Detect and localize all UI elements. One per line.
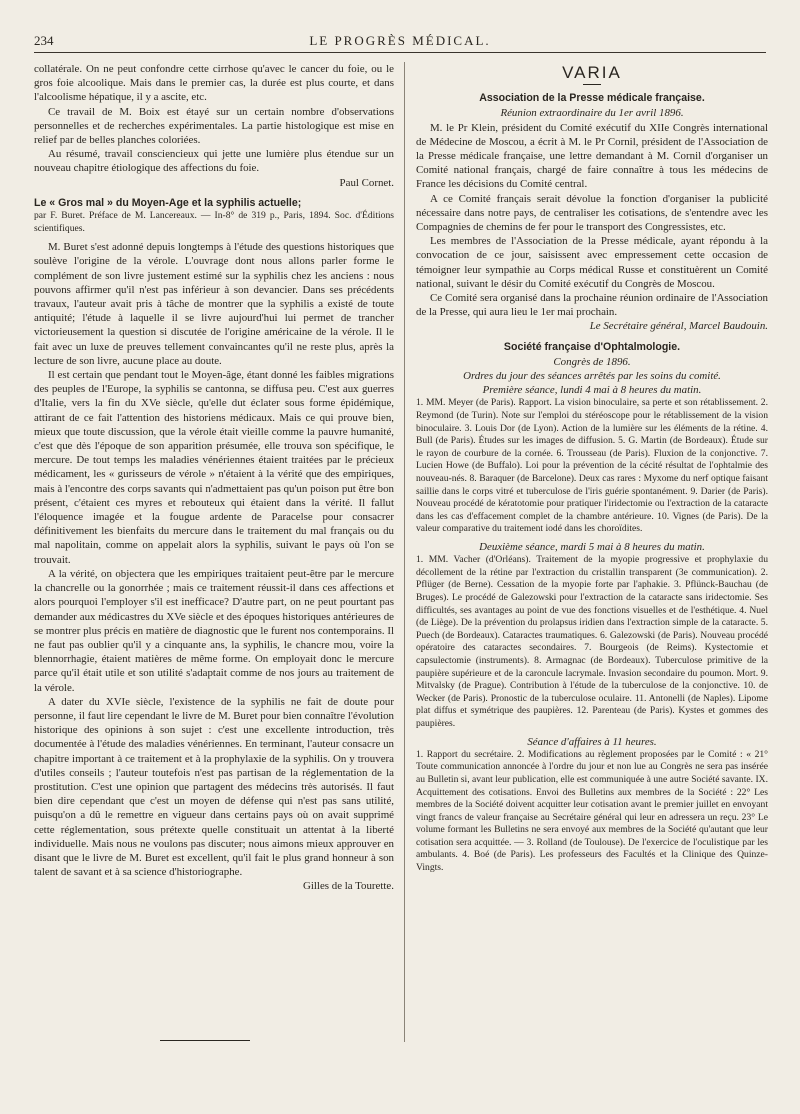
journal-title: LE PROGRÈS MÉDICAL. — [309, 33, 491, 48]
section-heading: Société française d'Ophtalmologie. — [503, 340, 681, 353]
running-header — [34, 30, 766, 53]
section-subheading: Ordres du jour des séances arrêtés par les soins du comité. — [463, 370, 721, 383]
paragraph: Les membres de l'Association de la Presse médicale, ayant répondu à la convocation de ce jour, saisissent avec empressement cette occasion de témoigner leur sympathie au Corps médical Russe et constituèrent un Comité national, suivant le désir du Comité exécutif du Congrès de Moscou. — [416, 235, 768, 290]
paragraph: collatérale. On ne peut confondre cette cirrhose qu'avec le cancer du foie, ou le gros foie alcoolique. Mais dans le premier cas, la durée est plus courte, et dans l'alcoolisme hépatique, il y a ascite, etc. — [34, 63, 394, 104]
end-rule — [160, 1040, 250, 1041]
signature: Gilles de la Tourette. — [303, 880, 394, 893]
paragraph: Au résumé, travail consciencieux qui jette une lumière plus étendue sur un nouveau chapitre étiologique des affections du foie. — [34, 148, 394, 175]
paragraph: A dater du XVIe siècle, l'existence de la syphilis ne fait de doute pour personne, il faut lire cependant le livre de M. Buret pour bien connaître l'évolution historique des opinions à son sujet : c'est une excellente introduction, très documentée à l'étude des maladies vénériennes. En terminant, l'auteur consacre un chapitre important à ce traitement et à la prophylaxie de la syphilis. On y trouvera d'utiles conseils ; l'auteur toutefois n'est pas partisan de la réglementation de la prostitution. C'est une opinion que partagent des médecins très autorisés. Il faut bien dire cependant que c'est un moyen de défense qui n'est pas sans utilité, puisqu'on a dû le remettre en vigueur dans certains pays où on avait supprimé cette réglementation, sous prétexte quelle constituait un attentat à la liberté individuelle. Mais nous ne voulons pas discuter; nous aimons mieux approuver en disant que le livre de M. Buret est excellent, qu'il fait le plus grand honneur à son talent de savant et à sa science d'historiographe. — [34, 695, 394, 879]
right-column — [416, 62, 768, 875]
session-agenda: 1. MM. Meyer (de Paris). Rapport. La vision binoculaire, sa perte et son rétablissement. 2. Reymond (de Turin). Note sur l'emploi du stéréoscope pour le rétablissement de la vision binoculaire. 3. Louis Dor (de Lyon). Action de la lumière sur les éléments de la rétine. 4. Bull (de Paris). Études sur les images de diffusion. 5. G. Martin (de Bordeaux). Étude sur le rayon de courbure de la cornée. 6. Trousseau (de Paris). Fluxion de la conjonctive. 7. Lucien Howe (de Buffalo). Loi pour la prévention de la cécité résultat de l'ophtalmie des nouveau-nés. 8. Baraquer (de Barcelone). Deux cas rares : Myxome du nerf optique faisant saillie dans le corps vitré et tuberculose de l'iris guérie spontanément. 9. Darier (de Paris). Nouveau procédé de kératotomie pour pratiquer l'iridectomie ou l'extraction de la cataracte dans les cas d'effacement complet de la chambre antérieure. 10. Vignes (de Paris). De la valeur comparative du traitement iodé dans les choroïdites. — [416, 397, 768, 535]
session-agenda: 1. Rapport du secrétaire. 2. Modifications au règlement proposées par le Comité : « 21° Toute communication annoncée à l'ordre du jour et non lue au Congrès ne sera pas insérée au Bulletin si, avant leur publication, elle est communiquée à une autre Société savante. IX. Acquittement des cotisations. Envoi des Bulletins aux membres de la Société : 22° Les membres de la Société doivent acquitter leur cotisation avant le premier juillet en envoyant vingt francs de valeur française au Secrétaire général qui leur en adressera un reçu. 23° Le volume formant les Bulletins ne sera envoyé aux membres de la Société qu'autant que leur cotisation sera acquittée. — 3. Rolland (de Toulouse). De l'exercice de l'oculistique par les ambulants. 4. Boé (de Paris). Les professeurs des Facultés et la Clinique des Quinze-Vingts. — [416, 748, 768, 874]
book-title: Le « Gros mal » du Moyen-Age et la syphilis actuelle; — [34, 196, 302, 209]
session-agenda: 1. MM. Vacher (d'Orléans). Traitement de la myopie progressive et prophylaxie du décollement de la rétine par l'extraction du cristallin transparent (3e communication). 2. Pflüger (de Berne). Cessation de la myopie forte par l'aphakie. 3. Pflünck-Bauchau (de Bruges). Le procédé de Galezowski pour l'extraction de la cataracte sans iridectomie. Ses difficultés, ses avantages au point de vue des fonctions visuelles et de l'esthétique. 4. Nuel (de Liège). De la prévention du prolapsus iridien dans l'extraction simple de la cataracte. 5. Puech (de Bordeaux). Cataractes traumatiques. 6. Galezowski (de Paris). Nouveau procédé opératoire des cataractes secondaires. 7. Bourgeois (de Reims). Kystectomie et capsulectomie (instruments). 8. Armagnac (de Bordeaux). Tuberculose primitive de la paupière supérieure et de la caroncule lacrymale. Invasion secondaire du poumon. Mort. 9. Mitvalsky (de Prague). Contribution à l'étude de la tuberculose de la conjonctive. 10. de Wecker (de Paris). Pronostic de la tuberculose oculaire. 11. Antonelli (de Naples). Lipome plat diffus et symétrique des paupières. 12. Parenteau (de Paris). Kystes et gommes des paupières. — [416, 554, 768, 729]
session-heading: Séance d'affaires à 11 heures. — [527, 735, 657, 748]
section-subheading: Congrès de 1896. — [553, 355, 631, 368]
session-heading: Première séance, lundi 4 mai à 8 heures du matin. — [482, 384, 702, 397]
book-review-heading — [34, 196, 394, 210]
section-title: VARIA — [562, 63, 622, 82]
page-number: 234 — [34, 33, 54, 48]
paragraph: M. le Pr Klein, président du Comité exécutif du XIIe Congrès international de Médecine de Moscou, a écrit à M. le Pr Cornil, président de l'Association de la Presse médicale française, une lettre demandant à M. Cornil d'organiser un Comité national français, chargé de faire connaître à tous les médecins de France les décisions du Comité central. — [416, 121, 768, 191]
left-column — [34, 62, 394, 894]
signature: Le Secrétaire général, Marcel Baudouin. — [589, 320, 768, 333]
paragraph: M. Buret s'est adonné depuis longtemps à l'étude des questions historiques que soulève l'origine de la vérole. L'ouvrage dont nous allons parler forme le complément de son livre justement estimé sur la syphilis chez les anciens : nous pouvons affirmer qu'il n'est pas inférieur à son devancier. Dans ses précédents travaux, l'auteur avait pris à tâche de montrer que la syphilis a existé de toute antiquité; l'étude à laquelle il se livre aujourd'hui lui permet de trancher victorieusement la question si discutée de l'origine américaine de la vérole. Il le fait avec un luxe de preuves tellement convaincantes qu'il ne reste plus, après la lecture de son livre, aucune place au doute. — [34, 241, 394, 367]
paragraph: Ce travail de M. Boix est étayé sur un certain nombre d'observations personnelles et de recherches expérimentales. La partie histologique est mise en relief par de belles planches coloriées. — [34, 105, 394, 147]
signature: Paul Cornet. — [339, 176, 394, 189]
section-subheading: Réunion extraordinaire du 1er avril 1896. — [500, 107, 684, 120]
session-heading: Deuxième séance, mardi 5 mai à 8 heures du matin. — [479, 541, 705, 553]
column-divider — [404, 62, 405, 1042]
paragraph: Ce Comité sera organisé dans la prochaine réunion ordinaire de l'Association de la Presse, qui aura lieu le 1er mai prochain. — [416, 292, 768, 319]
section-heading: Association de la Presse médicale française. — [479, 92, 705, 105]
book-details: par F. Buret. Préface de M. Lancereaux. — In-8° de 319 p., Paris, 1894. Soc. d'Éditions scientifiques. — [34, 210, 394, 234]
paragraph: A la vérité, on objectera que les empiriques traitaient peut-être par le mercure la chancrelle ou la gonorrhée ; mais ce traitement réussit-il dans ces affections et alors pourquoi l'employer s'il est inefficace? D'autre part, on ne peut pourtant pas demander aux médicastres du XVe siècle et des époques historiques antérieures de se montrer plus précis en matière de diagnostic que le furent nos contemporains. Il ne faut pas oublier qu'il y a cinquante ans, la syphilis, le chancre mou, voire la blennorrhagie, étaient matières de même forme. On employait donc le mercure parce qu'il était utile et son utilité s'adaptait comme de nos jours au traitement de la vérole. — [34, 567, 394, 694]
paragraph: A ce Comité français serait dévolue la fonction d'organiser la publicité nécessaire dans notre pays, de centraliser les cotisations, de s'entendre avec les Compagnies de chemins de fer pour le transport des Congressistes, etc. — [416, 192, 768, 234]
paragraph: Il est certain que pendant tout le Moyen-âge, étant donné les faibles migrations des peuples de l'Europe, la syphilis se cantonna, se diffusa peu. C'est aux guerres d'Italie, vers la fin du XVe siècle, qu'elle dut éclater sous forme épidémique, attirant de ce fait l'attention des historiens médicaux. Mais ce qui prouve bien, mieux que toute discussion, que la vérole était vieille comme la pauvre humanité, c'est que dès l'époque de son apparition présumée, elle trouva son spécifique, le mercure. De tout temps les maladies vénériennes étaient traitées par le précieux médicament, les « gurisseurs de vérole » n'étaient à la vérité que des empiriques, mais à l'encontre des corps savants qui n'admettaient pas qu'un poison put être bon présent, c'étaient ces myres et rebouteux qui étaient dans la vérité. Il fallut l'éloquence imagée et la fougue ardente de Paracelse pour consacrer définitivement les bienfaits du mercure dans le traitement du mal français ou du mal napolitain, comme on appelait alors la syphilis, suivant le pays où l'on se trouvait. — [34, 369, 394, 566]
title-rule — [583, 84, 601, 85]
